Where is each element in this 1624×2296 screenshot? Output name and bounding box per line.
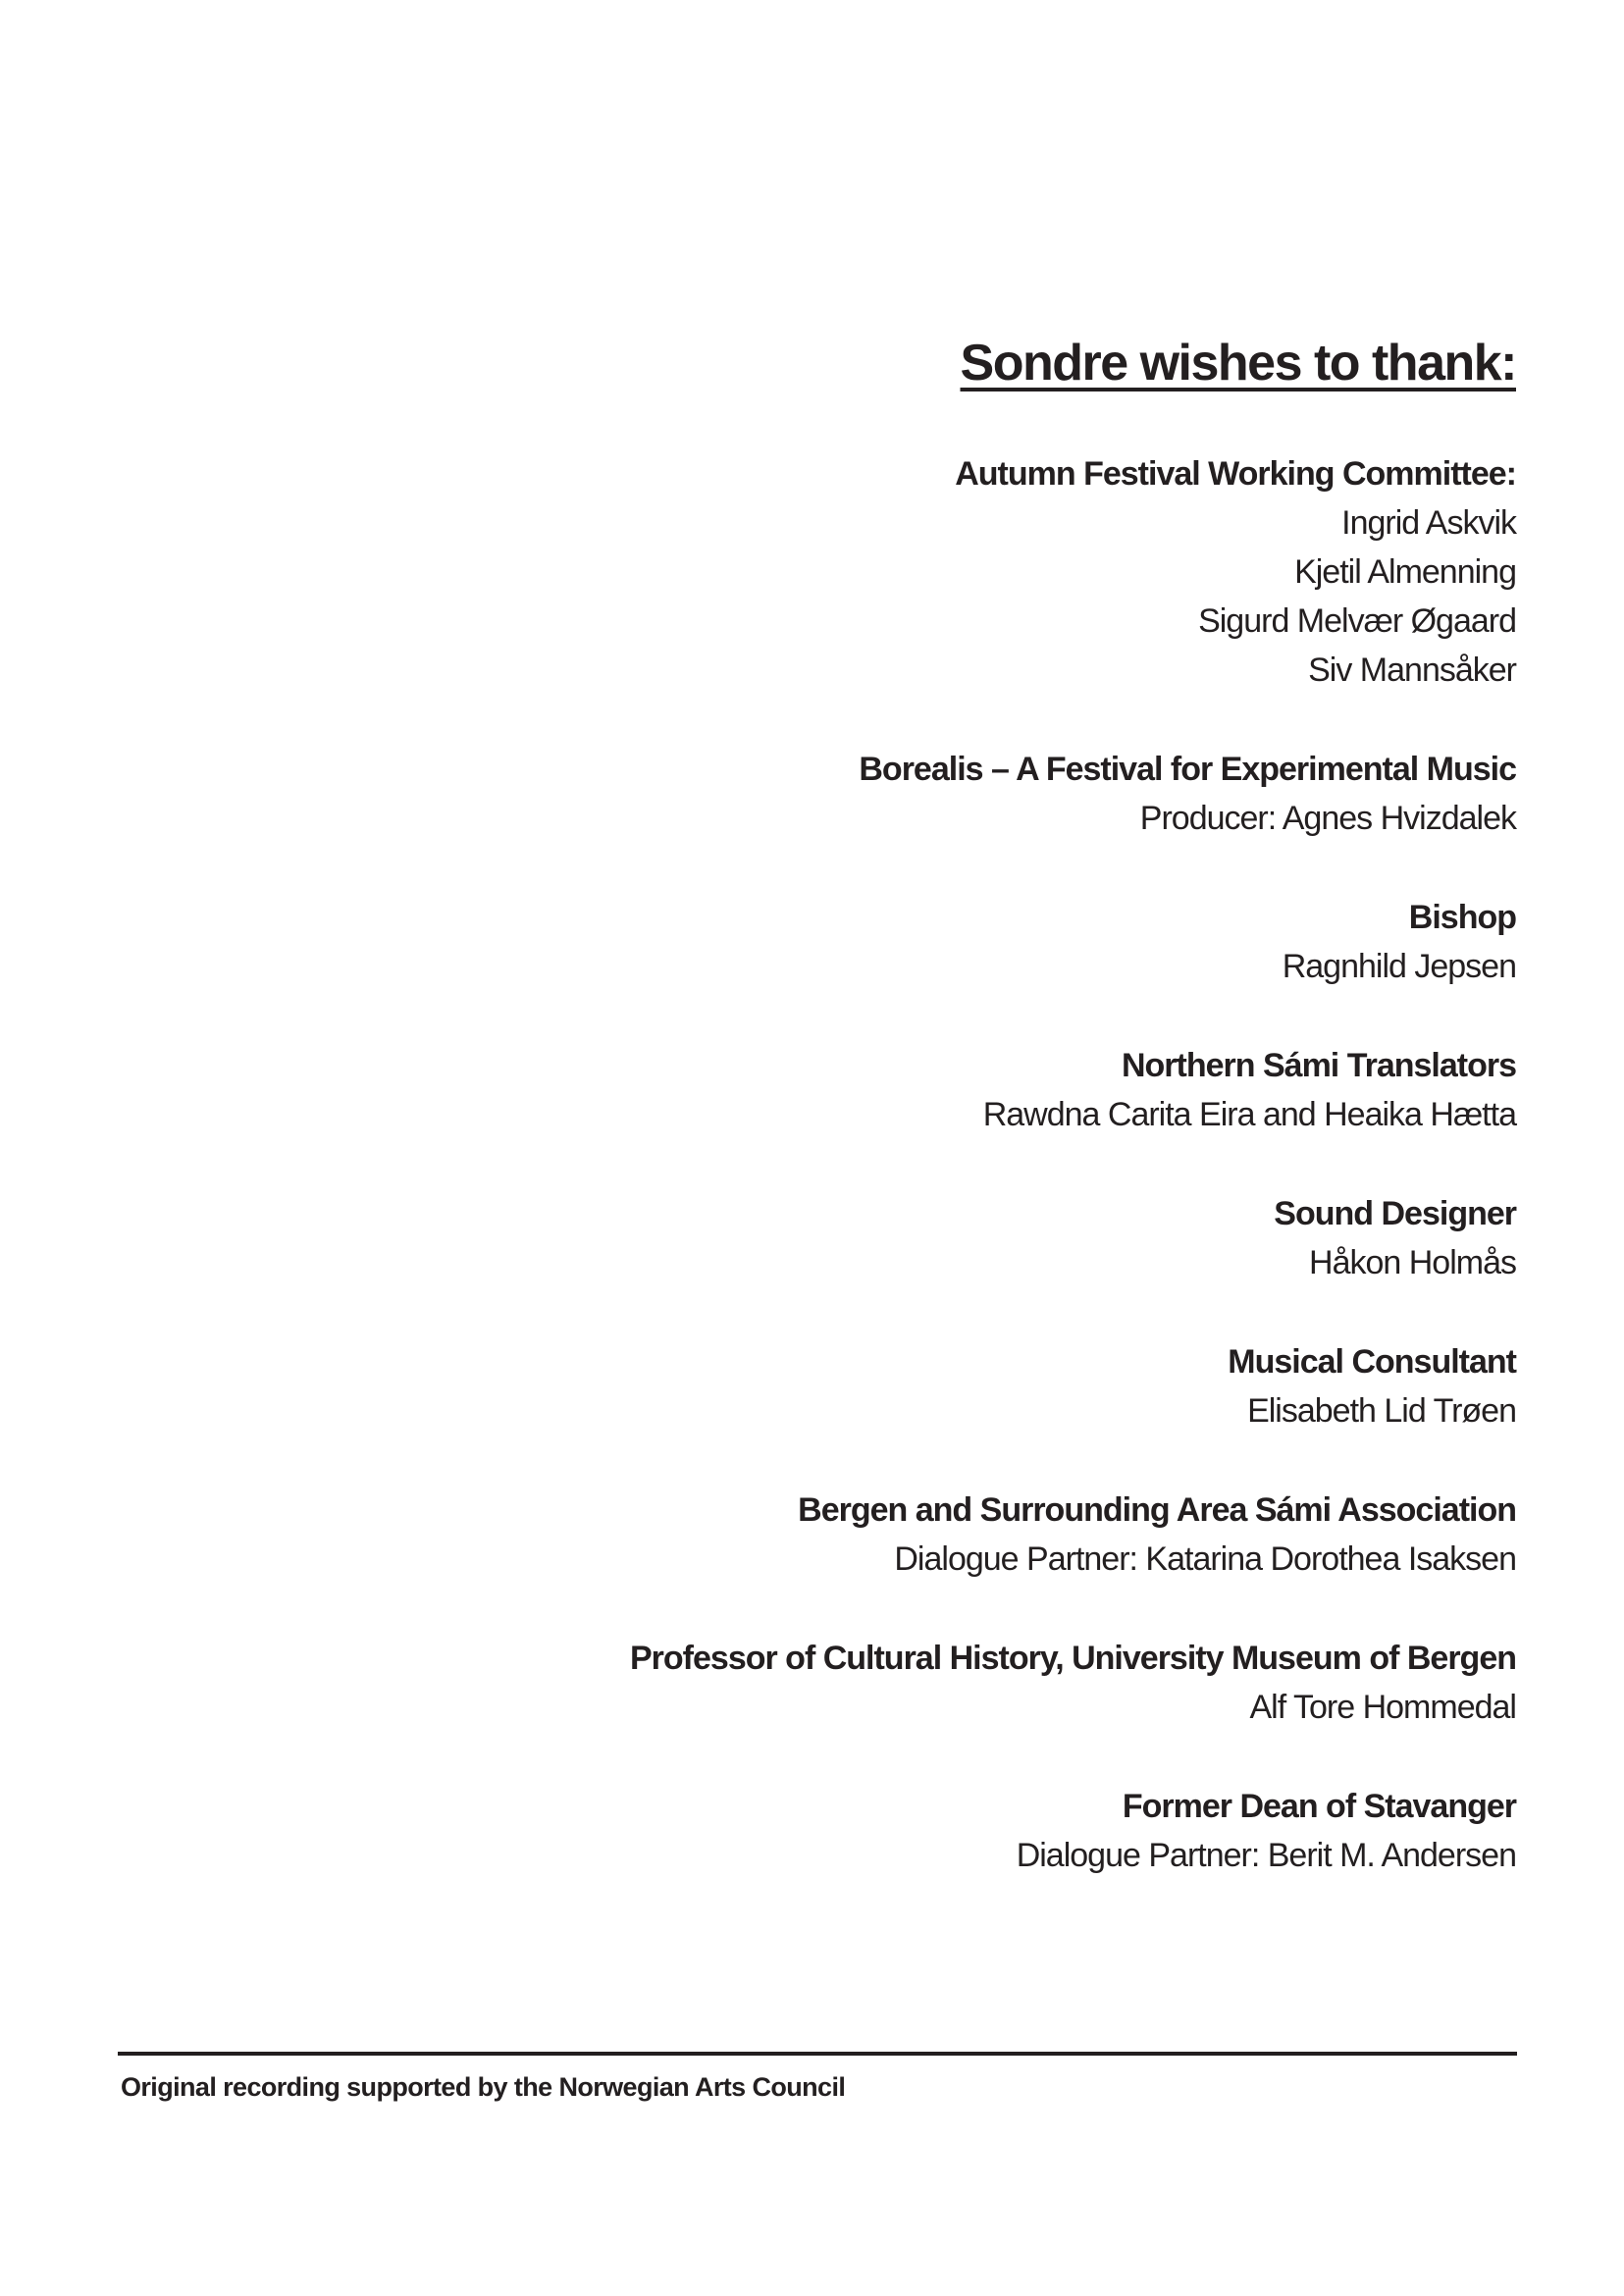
credit-name: Kjetil Almenning (1294, 553, 1516, 591)
credit-group-title: Autumn Festival Working Committee: (955, 455, 1516, 493)
credit-name: Dialogue Partner: Katarina Dorothea Isaksen (894, 1540, 1516, 1578)
footer-divider (118, 2052, 1517, 2056)
credits-section (339, 334, 1516, 1930)
credit-group-title: Former Dean of Stavanger (1122, 1788, 1516, 1825)
credit-name: Sigurd Melvær Øgaard (1198, 602, 1516, 640)
credit-group-translators (339, 1041, 1516, 1139)
credit-name: Ingrid Askvik (1341, 504, 1516, 542)
page-title: Sondre wishes to thank: (960, 335, 1516, 391)
credit-group-borealis (339, 745, 1516, 843)
credit-group-title: Sound Designer (1274, 1195, 1516, 1232)
credit-name: Elisabeth Lid Trøen (1247, 1392, 1516, 1430)
credit-group-title: Borealis – A Festival for Experimental Music (859, 751, 1516, 788)
credit-group-sami-association (339, 1486, 1516, 1584)
credit-group-musical-consultant (339, 1337, 1516, 1435)
credit-group-title: Bishop (1408, 899, 1516, 936)
credit-name: Alf Tore Hommedal (1249, 1689, 1516, 1726)
credit-group-title: Professor of Cultural History, University Museum of Bergen (630, 1640, 1516, 1677)
credit-group-title: Musical Consultant (1228, 1343, 1516, 1381)
credit-name: Dialogue Partner: Berit M. Andersen (1016, 1837, 1516, 1874)
credit-name: Ragnhild Jepsen (1282, 948, 1516, 985)
credit-group-professor (339, 1634, 1516, 1732)
credit-group-sound-designer (339, 1189, 1516, 1287)
footer-note: Original recording supported by the Norwegian Arts Council (121, 2072, 846, 2102)
credit-group-former-dean (339, 1782, 1516, 1880)
credit-group-autumn-festival (339, 449, 1516, 695)
credit-name: Siv Mannsåker (1308, 652, 1516, 689)
credit-name: Producer: Agnes Hvizdalek (1139, 800, 1516, 837)
credit-group-title: Northern Sámi Translators (1121, 1047, 1516, 1084)
credit-name: Rawdna Carita Eira and Heaika Hætta (982, 1096, 1516, 1133)
credit-group-bishop (339, 893, 1516, 991)
credit-group-title: Bergen and Surrounding Area Sámi Association (798, 1491, 1516, 1529)
credit-name: Håkon Holmås (1309, 1244, 1516, 1281)
